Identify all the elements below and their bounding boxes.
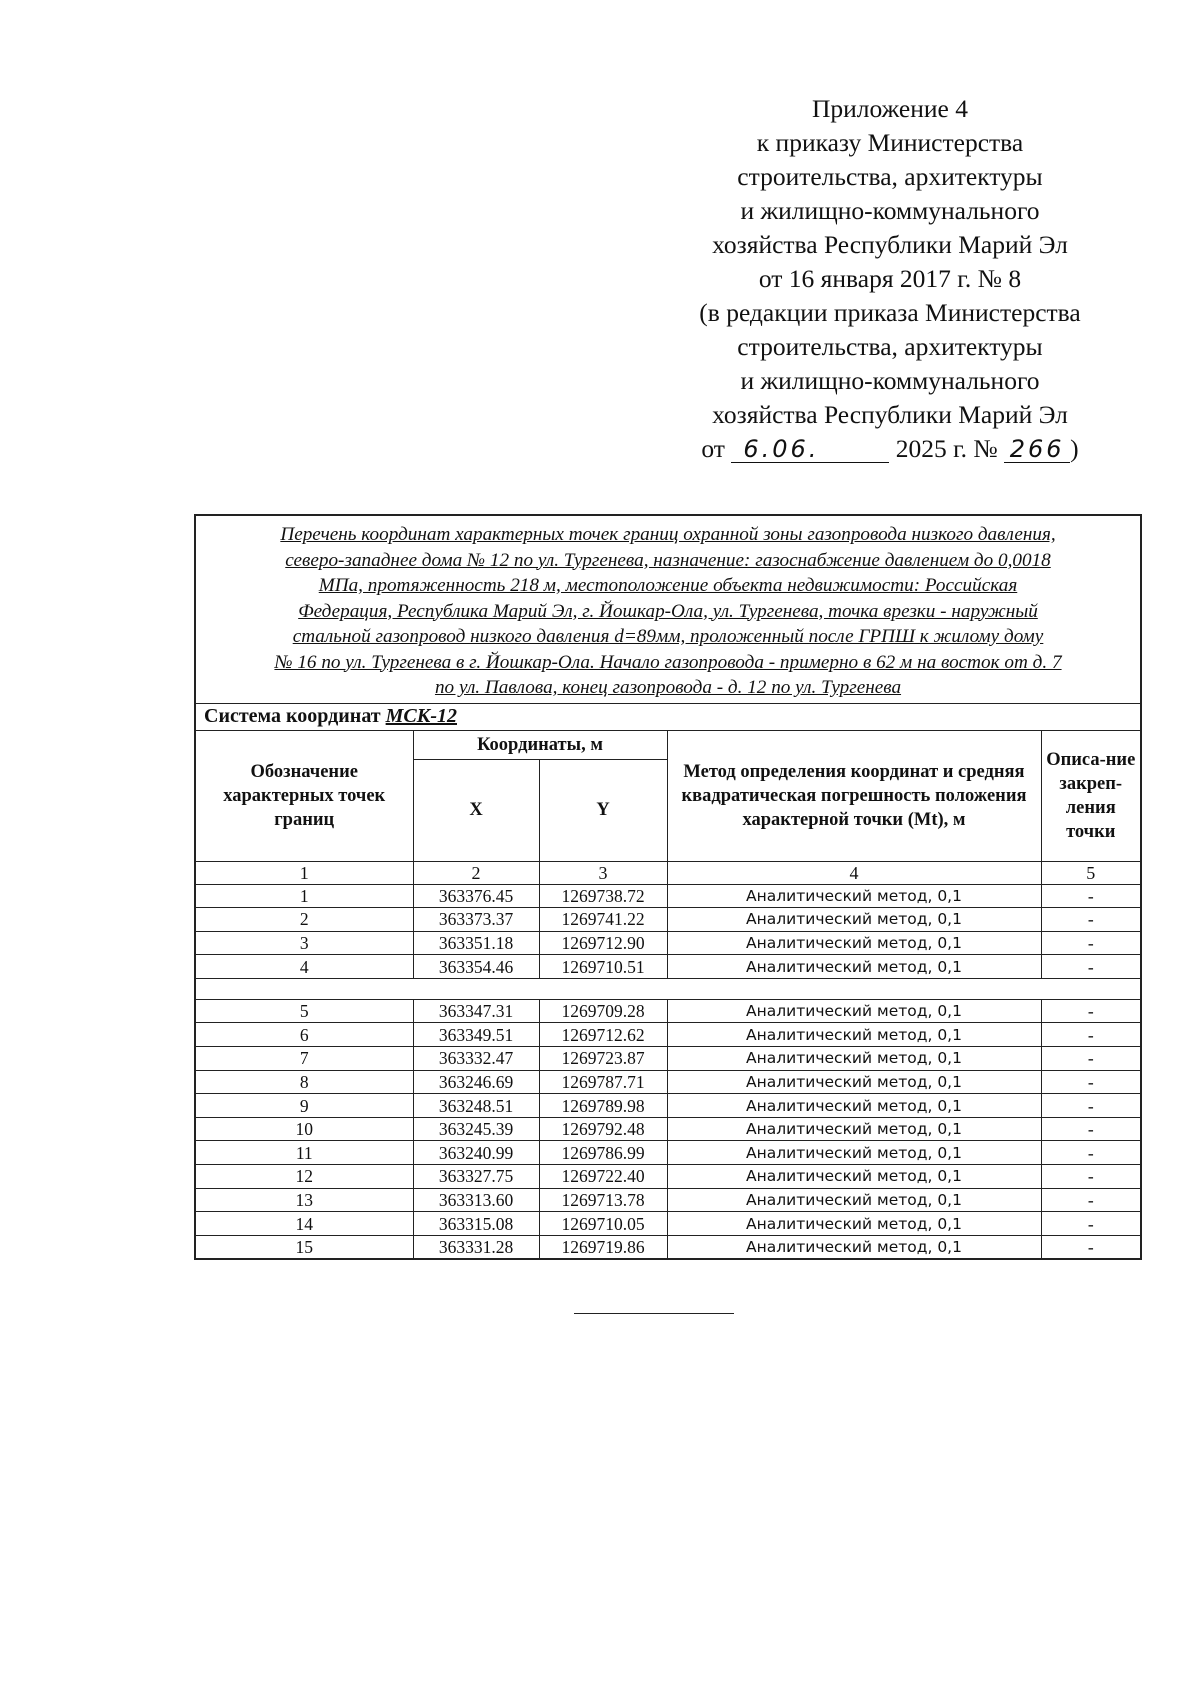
header-line: от 16 января 2017 г. № 8 — [758, 264, 1022, 293]
coord-x: 363349.51 — [413, 1023, 539, 1047]
coord-x: 363246.69 — [413, 1070, 539, 1094]
description-cell: - — [1041, 908, 1141, 932]
description-cell: - — [1041, 1141, 1141, 1165]
header-description: Описа-ние закреп-ления точки — [1041, 730, 1141, 861]
description-cell: - — [1041, 1212, 1141, 1236]
header-designation: Обозначение характерных точек границ — [195, 730, 413, 861]
coord-y: 1269712.62 — [539, 1023, 667, 1047]
method-cell: Аналитический метод, 0,1 — [667, 1023, 1041, 1047]
header-line: строительства, архитектуры — [737, 332, 1043, 361]
table-row — [195, 955, 1141, 979]
title-line: № 16 по ул. Тургенева в г. Йошкар-Ола. Начало газопровода - примерно в 62 м на восток от д. 7 — [274, 651, 1062, 673]
method-cell: Аналитический метод, 0,1 — [667, 1047, 1041, 1071]
title-line: по ул. Павлова, конец газопровода - д. 12 по ул. Тургенева — [434, 677, 902, 698]
coord-y: 1269723.87 — [539, 1047, 667, 1071]
point-id: 7 — [195, 1047, 413, 1071]
header-y: Y — [539, 759, 667, 861]
method-cell: Аналитический метод, 0,1 — [667, 931, 1041, 955]
point-id: 2 — [195, 908, 413, 932]
point-id: 5 — [195, 999, 413, 1023]
point-id: 14 — [195, 1212, 413, 1236]
coord-x: 363245.39 — [413, 1117, 539, 1141]
method-cell: Аналитический метод, 0,1 — [667, 1070, 1041, 1094]
coord-y: 1269712.90 — [539, 931, 667, 955]
title-line: северо-западнее дома № 12 по ул. Тургенева, назначение: газоснабжение давлением до 0,0018 — [285, 549, 1051, 571]
table-row — [195, 1023, 1141, 1047]
method-cell: Аналитический метод, 0,1 — [667, 1188, 1041, 1212]
header-line: к приказу Министерства — [756, 128, 1024, 157]
point-id: 4 — [195, 955, 413, 979]
method-cell: Аналитический метод, 0,1 — [667, 955, 1041, 979]
header-line: и жилищно-коммунального — [740, 196, 1040, 225]
coord-y: 1269719.86 — [539, 1235, 667, 1259]
table-title — [195, 515, 1141, 703]
description-cell: - — [1041, 1117, 1141, 1141]
coord-y: 1269738.72 — [539, 884, 667, 908]
coord-y: 1269789.98 — [539, 1094, 667, 1118]
close-paren: ) — [1070, 434, 1079, 463]
header-line: строительства, архитектуры — [737, 162, 1043, 191]
coord-x: 363327.75 — [413, 1165, 539, 1189]
point-id: 3 — [195, 931, 413, 955]
coord-y: 1269722.40 — [539, 1165, 667, 1189]
table-row — [195, 1047, 1141, 1071]
method-cell: Аналитический метод, 0,1 — [667, 908, 1041, 932]
table-row — [195, 1141, 1141, 1165]
coord-x: 363332.47 — [413, 1047, 539, 1071]
header-coordinates: Координаты, м — [413, 730, 667, 759]
table-row — [195, 1235, 1141, 1259]
title-line: МПа, протяженность 218 м, местоположение объекта недвижимости: Российская — [318, 575, 1018, 596]
description-cell: - — [1041, 1165, 1141, 1189]
description-cell: - — [1041, 1047, 1141, 1071]
coordinate-system-label: Система координат — [204, 705, 381, 727]
point-id: 6 — [195, 1023, 413, 1047]
point-id: 11 — [195, 1141, 413, 1165]
description-cell: - — [1041, 1094, 1141, 1118]
header-line: Приложение 4 — [812, 94, 968, 123]
coord-x: 363248.51 — [413, 1094, 539, 1118]
table-row — [195, 1212, 1141, 1236]
title-line: Перечень координат характерных точек границ охранной зоны газопровода низкого давления, — [280, 524, 1056, 545]
description-cell: - — [1041, 955, 1141, 979]
description-cell: - — [1041, 884, 1141, 908]
coordinates-table — [194, 514, 1142, 1260]
description-cell: - — [1041, 999, 1141, 1023]
coord-x: 363373.37 — [413, 908, 539, 932]
coord-y: 1269741.22 — [539, 908, 667, 932]
table-row — [195, 1165, 1141, 1189]
coord-y: 1269787.71 — [539, 1070, 667, 1094]
coord-x: 363347.31 — [413, 999, 539, 1023]
point-id: 9 — [195, 1094, 413, 1118]
column-number: 5 — [1041, 861, 1141, 884]
method-cell: Аналитический метод, 0,1 — [667, 1165, 1041, 1189]
method-cell: Аналитический метод, 0,1 — [667, 1235, 1041, 1259]
title-line: стальной газопровод низкого давления d=89мм, проложенный после ГРПШ к жилому дому — [292, 626, 1044, 647]
point-id: 8 — [195, 1070, 413, 1094]
group-separator — [195, 978, 1141, 999]
column-number: 2 — [413, 861, 539, 884]
coord-y: 1269709.28 — [539, 999, 667, 1023]
column-number: 1 — [195, 861, 413, 884]
header-method: Метод определения координат и средняя квадратическая погрешность положения характерной точки (Mt), м — [667, 730, 1041, 861]
point-id: 15 — [195, 1235, 413, 1259]
header-line: (в редакции приказа Министерства — [699, 298, 1081, 327]
amendment-date-line — [640, 432, 1140, 466]
method-cell: Аналитический метод, 0,1 — [667, 999, 1041, 1023]
column-number: 4 — [667, 861, 1041, 884]
column-numbers-row — [195, 861, 1141, 884]
coord-x: 363240.99 — [413, 1141, 539, 1165]
description-cell: - — [1041, 1070, 1141, 1094]
handwritten-order-number: 266 — [1004, 436, 1070, 463]
description-cell: - — [1041, 1023, 1141, 1047]
header-x: X — [413, 759, 539, 861]
method-cell: Аналитический метод, 0,1 — [667, 1094, 1041, 1118]
coord-y: 1269713.78 — [539, 1188, 667, 1212]
coord-x: 363331.28 — [413, 1235, 539, 1259]
coordinate-system-name: МСК-12 — [385, 705, 457, 727]
header-line: хозяйства Республики Марий Эл — [712, 400, 1068, 429]
coord-y: 1269786.99 — [539, 1141, 667, 1165]
header-line: и жилищно-коммунального — [740, 366, 1040, 395]
table-row — [195, 931, 1141, 955]
table-row — [195, 1188, 1141, 1212]
handwritten-date: 6.06. — [731, 436, 889, 463]
coord-y: 1269710.51 — [539, 955, 667, 979]
coordinate-system-row — [195, 703, 1141, 730]
end-divider — [574, 1313, 734, 1314]
date-prefix: от — [701, 434, 725, 463]
description-cell: - — [1041, 1235, 1141, 1259]
table-row — [195, 1094, 1141, 1118]
table-row — [195, 999, 1141, 1023]
method-cell: Аналитический метод, 0,1 — [667, 1212, 1041, 1236]
table-row — [195, 1117, 1141, 1141]
description-cell: - — [1041, 931, 1141, 955]
coord-x: 363376.45 — [413, 884, 539, 908]
coord-x: 363315.08 — [413, 1212, 539, 1236]
point-id: 12 — [195, 1165, 413, 1189]
coord-y: 1269710.05 — [539, 1212, 667, 1236]
point-id: 13 — [195, 1188, 413, 1212]
table-row — [195, 908, 1141, 932]
document-header — [640, 92, 1140, 466]
year-text: 2025 г. № — [895, 434, 998, 463]
column-number: 3 — [539, 861, 667, 884]
point-id: 1 — [195, 884, 413, 908]
coord-x: 363354.46 — [413, 955, 539, 979]
header-line: хозяйства Республики Марий Эл — [712, 230, 1068, 259]
coord-x: 363313.60 — [413, 1188, 539, 1212]
coord-x: 363351.18 — [413, 931, 539, 955]
point-id: 10 — [195, 1117, 413, 1141]
table-row — [195, 1070, 1141, 1094]
method-cell: Аналитический метод, 0,1 — [667, 1141, 1041, 1165]
table-row — [195, 884, 1141, 908]
coord-y: 1269792.48 — [539, 1117, 667, 1141]
method-cell: Аналитический метод, 0,1 — [667, 884, 1041, 908]
method-cell: Аналитический метод, 0,1 — [667, 1117, 1041, 1141]
description-cell: - — [1041, 1188, 1141, 1212]
title-line: Федерация, Республика Марий Эл, г. Йошкар-Ола, ул. Тургенева, точка врезки - наружный — [298, 600, 1038, 622]
